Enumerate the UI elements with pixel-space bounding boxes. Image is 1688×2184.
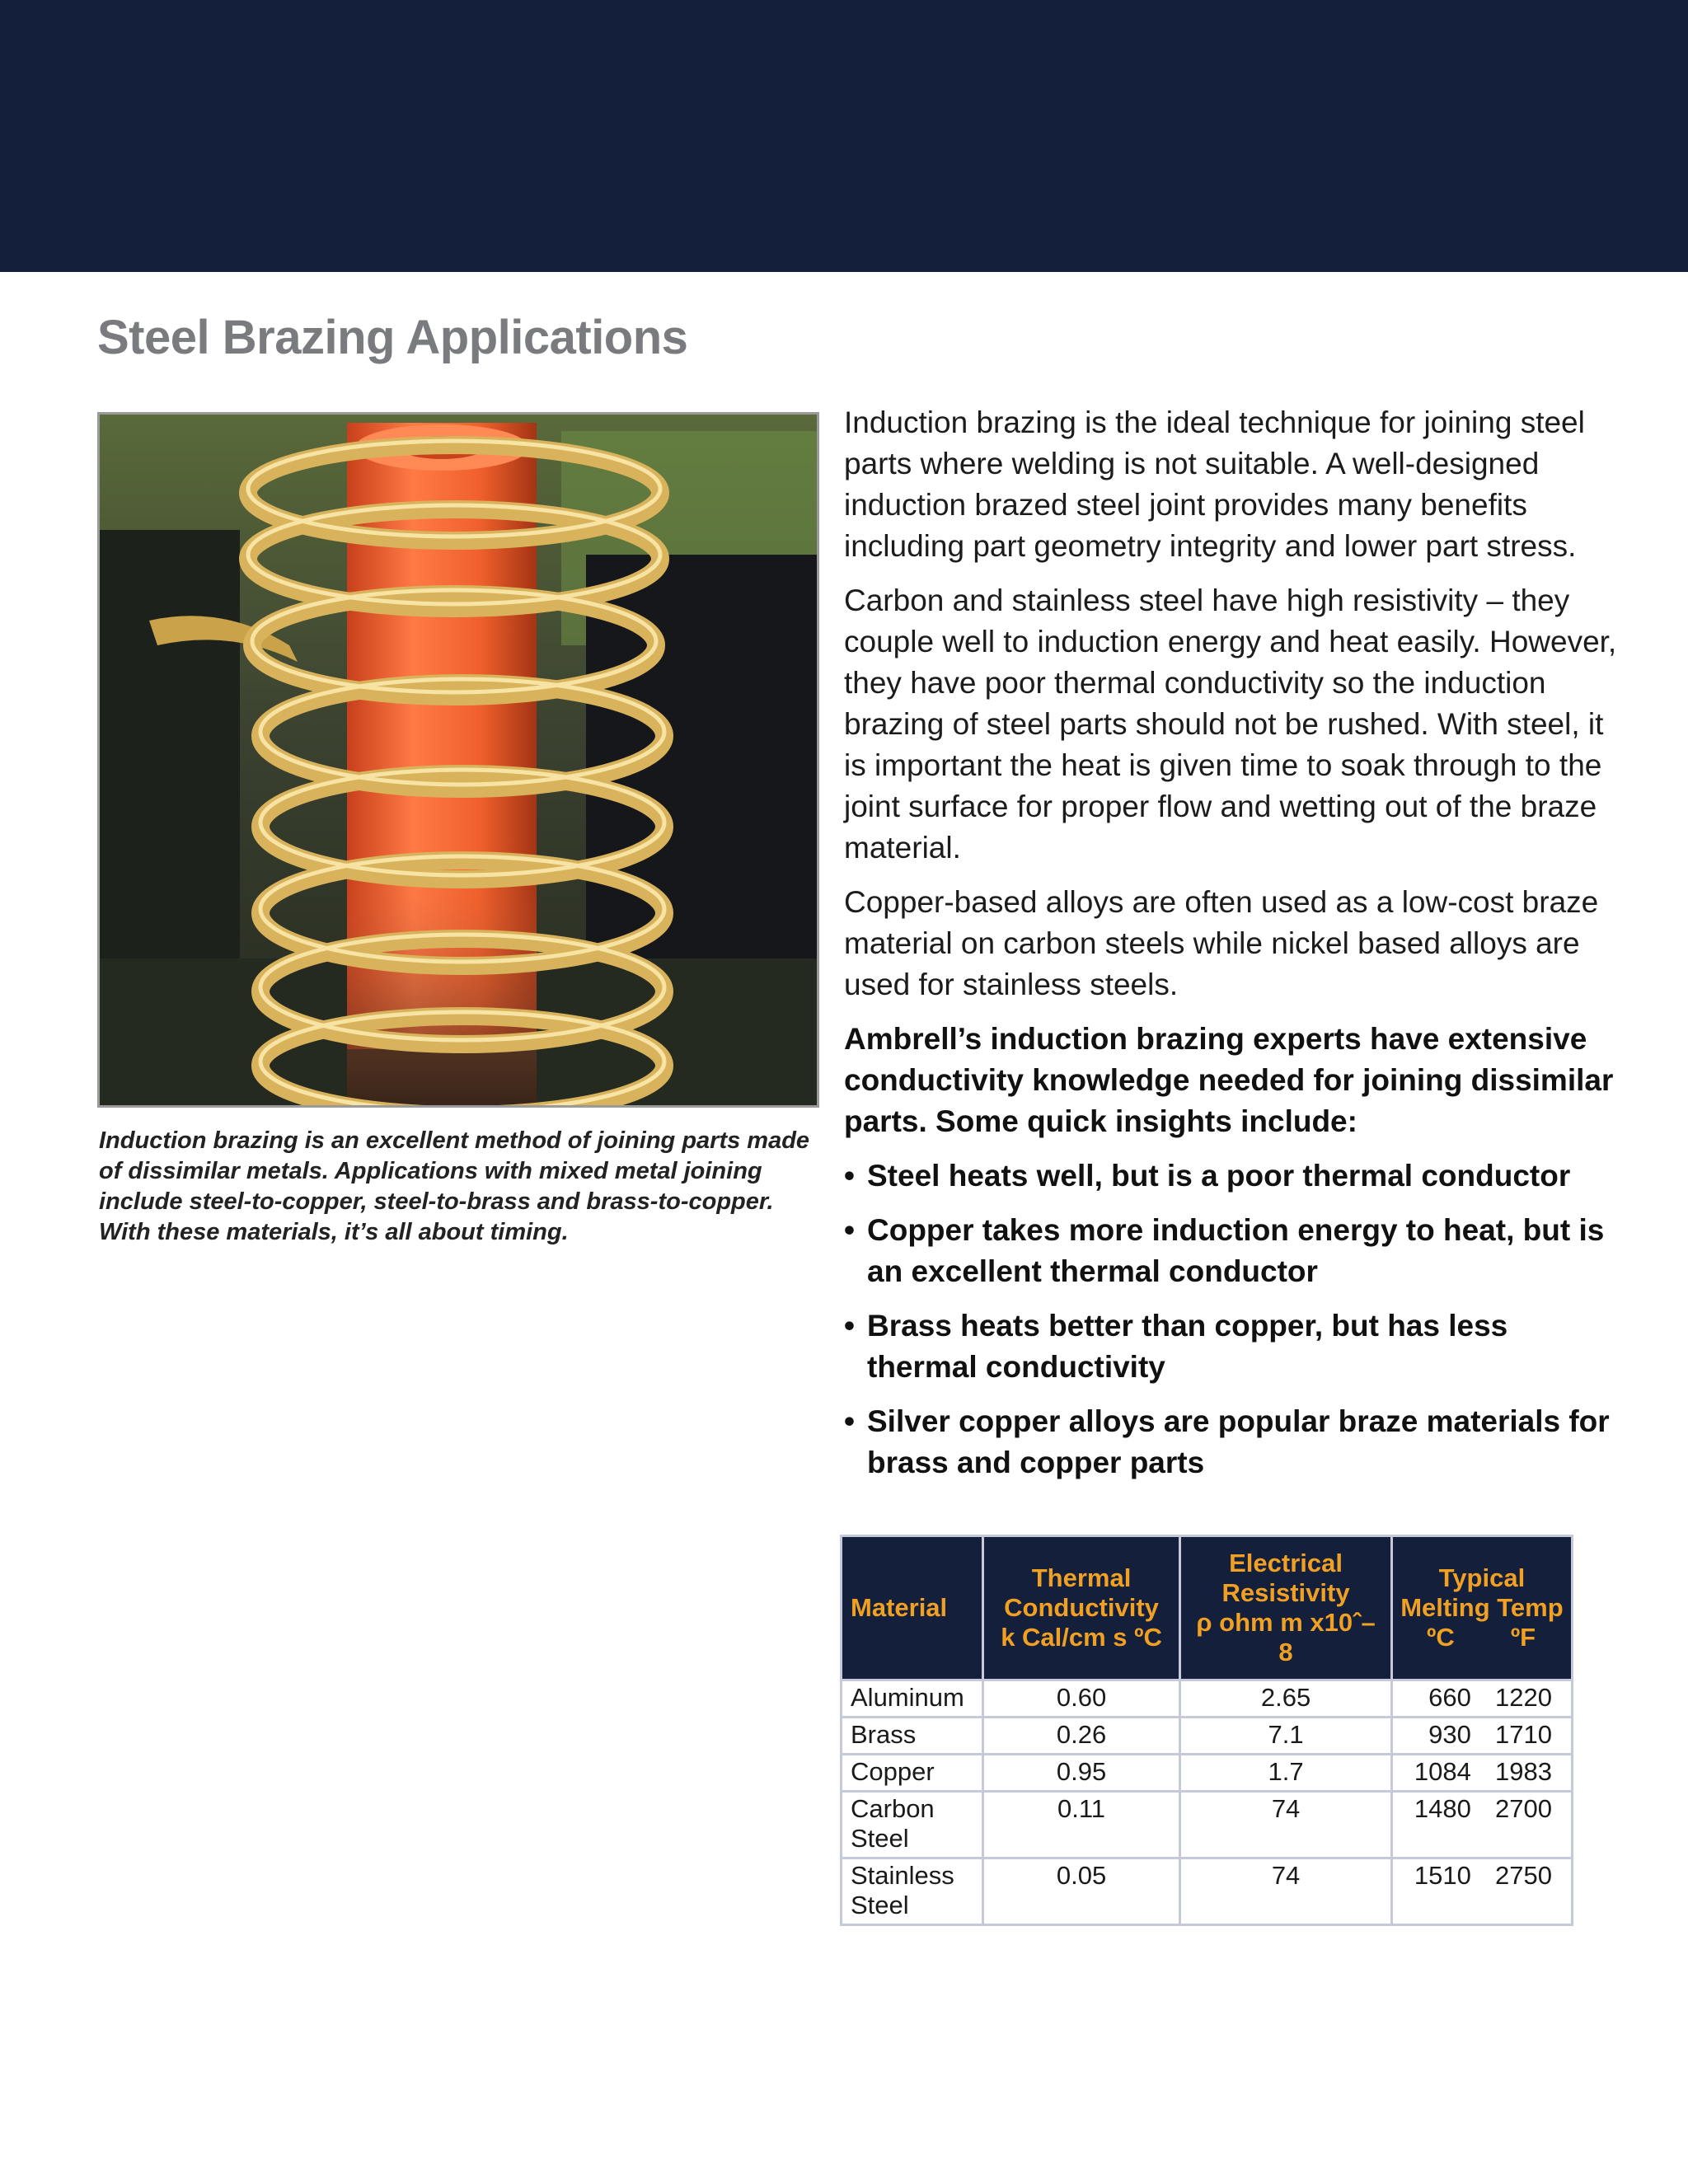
bullet-text: Silver copper alloys are popular braze materials for brass and copper parts	[867, 1404, 1610, 1479]
header-thermal-conductivity	[982, 1536, 1179, 1680]
bullet-text: Brass heats better than copper, but has less thermal conductivity	[867, 1309, 1508, 1384]
bullet-text: Copper takes more induction energy to heat, but is an excellent thermal conductor	[867, 1213, 1605, 1288]
cell-electrical: 74	[1180, 1858, 1392, 1925]
cell-celsius: 1084	[1414, 1757, 1471, 1786]
cell-fahrenheit: 2700	[1494, 1794, 1552, 1823]
photo-caption: Induction brazing is an excellent method of joining parts made of dissimilar metals. Applications with mixed metal joining include steel-to-copper, steel-to-brass and brass-to-copper. With these materials, it’s all about timing.	[99, 1127, 810, 1245]
cell-celsius: 1510	[1414, 1861, 1471, 1890]
header-line: k Cal/cm s ºC	[1001, 1623, 1162, 1652]
bullet-marker: •	[844, 1309, 855, 1343]
cell-thermal: 0.05	[982, 1858, 1179, 1925]
header-units	[1400, 1623, 1564, 1652]
table-header-row	[842, 1536, 1573, 1680]
cell-material: Copper	[842, 1755, 983, 1792]
header-line: Typical	[1438, 1563, 1526, 1592]
top-banner	[0, 0, 1688, 272]
table-row	[842, 1792, 1573, 1858]
header-line: Melting Temp	[1400, 1593, 1564, 1622]
cell-fahrenheit: 1710	[1494, 1720, 1552, 1749]
cell-fahrenheit: 1220	[1494, 1683, 1552, 1712]
header-material: Material	[842, 1536, 983, 1680]
cell-thermal: 0.26	[982, 1718, 1179, 1755]
cell-material: Aluminum	[842, 1680, 983, 1718]
paragraph-insights-intro: Ambrell’s induction brazing experts have extensive conductivity knowledge needed for joining dissimilar parts. Some quick insights include:	[844, 1022, 1614, 1138]
cell-material: Brass	[842, 1718, 983, 1755]
cell-thermal: 0.95	[982, 1755, 1179, 1792]
header-electrical-resistivity	[1180, 1536, 1392, 1680]
header-celsius: ºC	[1427, 1623, 1455, 1652]
cell-celsius: 930	[1428, 1720, 1471, 1749]
cell-celsius: 660	[1428, 1683, 1471, 1712]
cell-fahrenheit: 1983	[1494, 1757, 1552, 1786]
paragraph-resistivity: Carbon and stainless steel have high resistivity – they couple well to induction energy and heat easily. However, they have poor thermal conductivity so the induction brazing of steel parts should not be rushed. With steel, it is important the heat is given time to soak through to the joint surface for proper flow and wetting out of the braze material.	[844, 583, 1617, 865]
header-melting-temp	[1391, 1536, 1572, 1680]
page-title: Steel Brazing Applications	[97, 311, 688, 364]
header-line: Electrical	[1229, 1549, 1343, 1577]
bullet-marker: •	[844, 1159, 855, 1193]
cell-melting	[1391, 1718, 1572, 1755]
cell-material: Carbon Steel	[842, 1792, 983, 1858]
paragraph-intro: Induction brazing is the ideal technique for joining steel parts where welding is not suitable. A well-designed induction brazed steel joint provides many benefits including part geometry integrity and lower part stress.	[844, 405, 1585, 563]
material-properties-table	[840, 1535, 1573, 1926]
table-row	[842, 1680, 1573, 1718]
header-line: Resistivity	[1221, 1578, 1350, 1607]
cell-material: Stainless Steel	[842, 1858, 983, 1925]
bullet-marker: •	[844, 1213, 855, 1247]
cell-melting	[1391, 1792, 1572, 1858]
header-line: Thermal	[1031, 1563, 1132, 1592]
bullet-item	[844, 1401, 1619, 1483]
table-row	[842, 1858, 1573, 1925]
cell-thermal: 0.60	[982, 1680, 1179, 1718]
cell-melting	[1391, 1858, 1572, 1925]
cell-thermal: 0.11	[982, 1792, 1179, 1858]
cell-celsius: 1480	[1414, 1794, 1471, 1823]
cell-electrical: 74	[1180, 1792, 1392, 1858]
cell-melting	[1391, 1680, 1572, 1718]
table-row	[842, 1718, 1573, 1755]
table-row	[842, 1755, 1573, 1792]
body-text	[844, 402, 1619, 1497]
header-line: Conductivity	[1004, 1593, 1159, 1622]
cell-fahrenheit: 2750	[1494, 1861, 1552, 1890]
header-fahrenheit: ºF	[1510, 1623, 1536, 1652]
cell-electrical: 2.65	[1180, 1680, 1392, 1718]
bullet-item	[844, 1210, 1619, 1292]
paragraph-alloys: Copper-based alloys are often used as a low-cost braze material on carbon steels while nickel based alloys are used for stainless steels.	[844, 885, 1599, 1001]
cell-melting	[1391, 1755, 1572, 1792]
cell-electrical: 7.1	[1180, 1718, 1392, 1755]
induction-coil-photo	[97, 412, 819, 1108]
bullet-item	[844, 1155, 1619, 1197]
header-line: ρ ohm m x10ˆ– 8	[1196, 1608, 1376, 1666]
bullet-text: Steel heats well, but is a poor thermal conductor	[867, 1159, 1571, 1193]
cell-electrical: 1.7	[1180, 1755, 1392, 1792]
bullet-marker: •	[844, 1404, 855, 1438]
bullet-item	[844, 1305, 1619, 1388]
